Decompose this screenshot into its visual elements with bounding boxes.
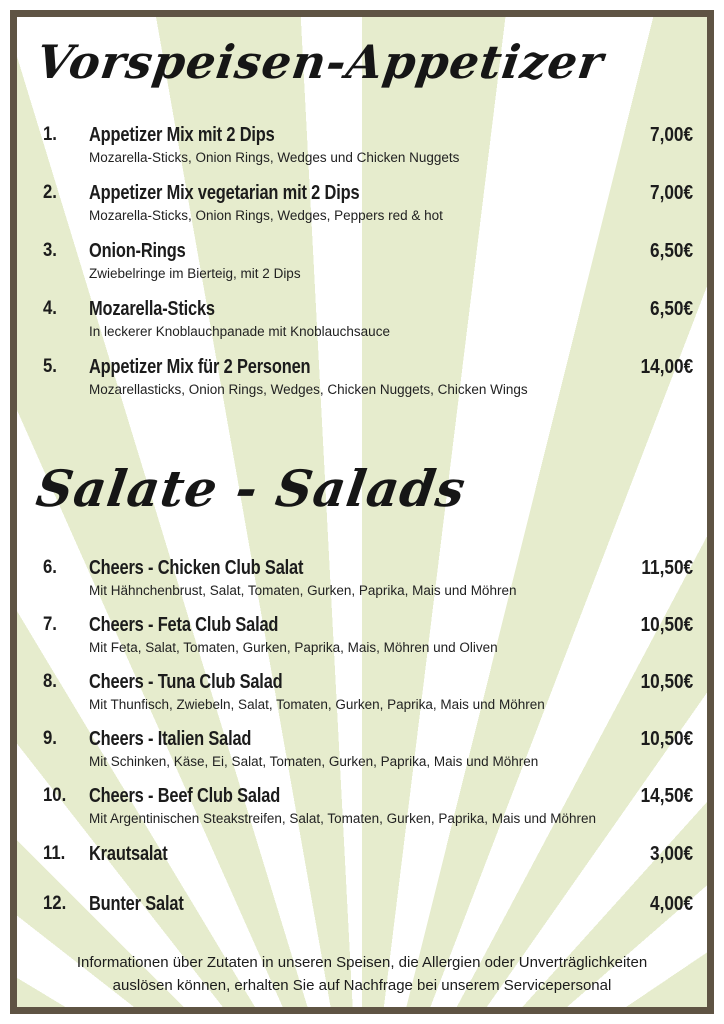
item-number: 4. xyxy=(43,298,57,319)
item-description: Mozarella-Sticks, Onion Rings, Wedges und Chicken Nuggets xyxy=(89,150,460,165)
item-description: Mit Thunfisch, Zwiebeln, Salat, Tomaten, Gurken, Paprika, Mais und Möhren xyxy=(89,697,545,712)
item-price: 10,50€ xyxy=(640,671,693,693)
item-description: Mozarella-Sticks, Onion Rings, Wedges, Peppers red & hot xyxy=(89,208,443,223)
item-number: 7. xyxy=(43,614,57,635)
item-price: 14,50€ xyxy=(640,785,693,807)
item-name: Bunter Salat xyxy=(89,893,184,915)
item-name: Cheers - Feta Club Salad xyxy=(89,614,279,636)
allergy-notice-line-2: auslösen können, erhalten Sie auf Nachfrage bei unserem Servicepersonal xyxy=(112,977,612,994)
item-price: 14,00€ xyxy=(640,356,693,378)
item-price: 10,50€ xyxy=(640,728,693,750)
menu-content xyxy=(17,17,707,1007)
item-number: 1. xyxy=(43,124,57,145)
item-number: 3. xyxy=(43,240,57,261)
item-name: Cheers - Chicken Club Salat xyxy=(89,557,304,579)
item-price: 7,00€ xyxy=(649,124,693,146)
item-number: 8. xyxy=(43,671,57,692)
item-name: Cheers - Beef Club Salad xyxy=(89,785,281,807)
allergy-notice xyxy=(17,951,707,997)
item-number: 2. xyxy=(43,182,57,203)
item-description: Mit Schinken, Käse, Ei, Salat, Tomaten, Gurken, Paprika, Mais und Möhren xyxy=(89,754,539,769)
section-title-appetizers: Vorspeisen-Appetizer xyxy=(33,35,608,89)
item-number: 11. xyxy=(43,843,66,864)
item-name: Appetizer Mix für 2 Personen xyxy=(89,356,311,378)
item-number: 10. xyxy=(43,785,67,806)
item-name: Cheers - Italien Salad xyxy=(89,728,252,750)
item-name: Mozarella-Sticks xyxy=(89,298,215,320)
item-number: 5. xyxy=(43,356,57,377)
item-number: 12. xyxy=(43,893,67,914)
item-description: Mit Hähnchenbrust, Salat, Tomaten, Gurken, Paprika, Mais und Möhren xyxy=(89,583,517,598)
item-price: 6,50€ xyxy=(649,298,693,320)
item-number: 6. xyxy=(43,557,57,578)
item-name: Appetizer Mix mit 2 Dips xyxy=(89,124,275,146)
allergy-notice-line-1: Informationen über Zutaten in unseren Speisen, die Allergien oder Unverträglichkeiten xyxy=(76,954,648,971)
item-price: 10,50€ xyxy=(640,614,693,636)
item-description: In leckerer Knoblauchpanade mit Knoblauchsauce xyxy=(89,324,390,339)
item-price: 4,00€ xyxy=(649,893,693,915)
item-name: Onion-Rings xyxy=(89,240,186,262)
item-number: 9. xyxy=(43,728,57,749)
item-description: Zwiebelringe im Bierteig, mit 2 Dips xyxy=(89,266,301,281)
item-description: Mozarellasticks, Onion Rings, Wedges, Chicken Nuggets, Chicken Wings xyxy=(89,382,528,397)
menu-page xyxy=(10,10,714,1014)
item-description: Mit Feta, Salat, Tomaten, Gurken, Paprika, Mais, Möhren und Oliven xyxy=(89,640,498,655)
item-price: 6,50€ xyxy=(649,240,693,262)
item-name: Appetizer Mix vegetarian mit 2 Dips xyxy=(89,182,360,204)
item-price: 11,50€ xyxy=(641,557,693,579)
item-description: Mit Argentinischen Steakstreifen, Salat, Tomaten, Gurken, Paprika, Mais und Möhren xyxy=(89,811,597,826)
item-name: Cheers - Tuna Club Salad xyxy=(89,671,283,693)
item-price: 7,00€ xyxy=(649,182,693,204)
item-name: Krautsalat xyxy=(89,843,168,865)
item-price: 3,00€ xyxy=(649,843,693,865)
section-title-salads: Salate - Salads xyxy=(32,459,470,518)
